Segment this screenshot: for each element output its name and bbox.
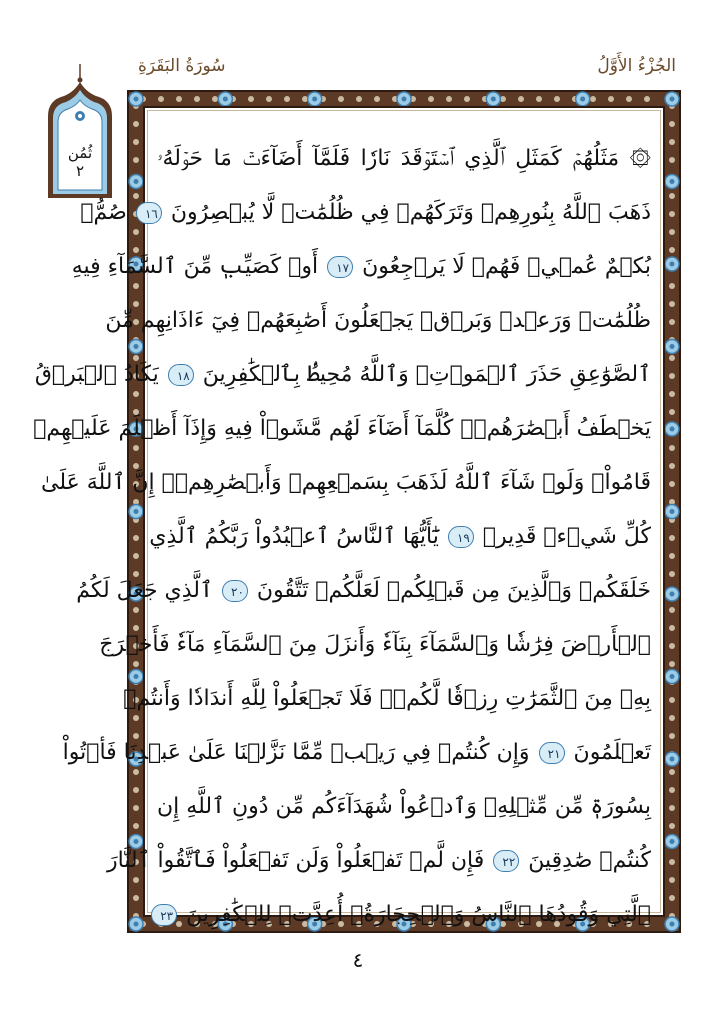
border-dot (669, 121, 675, 127)
verse-text: يَخۡطَفُ أَبۡصَٰرَهُمۡۖ كُلَّمَآ أَضَآءَ لَهُم مَّشَوۡاْ فِيهِ وَإِذَآ أَظۡلَمَ عَلَيۡهِمۡ (33, 416, 651, 441)
border-dot (669, 787, 675, 793)
border-dot (248, 96, 254, 102)
medallion-center (580, 97, 585, 102)
verse-line (80, 186, 651, 240)
border-dot (133, 895, 139, 901)
verse-text: ٱلَّذِي جَعَلَ لَكُمُ (76, 578, 213, 603)
border-dot (669, 139, 675, 145)
border-dot (669, 715, 675, 721)
verse-text: ٱلصَّوَٰعِقِ حَذَرَ ٱلۡمَوۡتِۚ وَٱللَّهُ مُحِيطُۢ بِٱلۡكَٰفِرِينَ (202, 362, 651, 387)
border-dot (669, 823, 675, 829)
border-dot (133, 535, 139, 541)
medallion-center (670, 922, 675, 927)
verse-text: وَإِن كُنتُمۡ فِي رَيۡبٖ مِّمَّا نَزَّلۡنَا عَلَىٰ عَبۡدِنَا فَأۡتُواْ (62, 740, 530, 765)
juz-title: الجُزْءُ الأَوَّلُ (597, 56, 676, 76)
verse-line (99, 618, 651, 672)
border-dot (669, 445, 675, 451)
verse-text: قَامُواْۚ وَلَوۡ شَآءَ ٱللَّهُ لَذَهَبَ بِسَمۡعِهِمۡ وَأَبۡصَٰرِهِمۡۚ إِنَّ ٱللَّهَ عَلَىٰ (40, 470, 651, 495)
verse-text: ذَهَبَ ٱللَّهُ بِنُورِهِمۡ وَتَرَكَهُمۡ فِي ظُلُمَٰتٖ لَّا يُبۡصِرُونَ (170, 200, 651, 225)
medallion-center (670, 592, 675, 597)
border-dot (669, 607, 675, 613)
border-dot (626, 96, 632, 102)
border-dot (133, 157, 139, 163)
ayah-number-marker: ٢٣ (151, 904, 177, 926)
border-dot (669, 193, 675, 199)
border-dot (133, 121, 139, 127)
verse-text: ظُلُمَٰتٞ وَرَعۡدٞ وَبَرۡقٞ يَجۡعَلُونَ أَصَٰبِعَهُمۡ فِيٓ ءَاذَانِهِم مِّنَ (105, 308, 651, 333)
border-dot (669, 877, 675, 883)
border-dot (338, 96, 344, 102)
border-dot (356, 96, 362, 102)
border-dot (669, 733, 675, 739)
border-dot (669, 283, 675, 289)
border-dot (669, 535, 675, 541)
border-dot (669, 805, 675, 811)
border-dot (669, 571, 675, 577)
medallion-center (491, 97, 496, 102)
medallion-center (670, 839, 675, 844)
medallion-center (670, 674, 675, 679)
verse-line (62, 726, 651, 780)
verse-line (33, 402, 651, 456)
border-dot (669, 769, 675, 775)
medallion-center (223, 97, 228, 102)
verse-line (34, 348, 651, 402)
ayah-number-marker: ٢٠ (222, 580, 248, 602)
border-dot (669, 463, 675, 469)
verse-text: تَعۡلَمُونَ (573, 740, 651, 765)
medallion-center (670, 262, 675, 267)
border-dot (428, 96, 434, 102)
medallion-center (402, 97, 407, 102)
medallion-center (670, 179, 675, 184)
verse-line (123, 672, 651, 726)
border-dot (669, 409, 675, 415)
hizb-label (44, 144, 116, 180)
border-dot (669, 247, 675, 253)
border-dot (133, 139, 139, 145)
surah-title: سُورَةُ البَقَرَةِ (138, 56, 226, 76)
hizb-marker (44, 64, 116, 199)
border-dot (669, 859, 675, 865)
medallion-center (670, 97, 675, 102)
border-dot (669, 625, 675, 631)
border-dot (669, 481, 675, 487)
verse-line (76, 564, 651, 618)
verse-text: كُنتُمۡ صَٰدِقِينَ (528, 848, 651, 873)
ayah-number-marker: ١٩ (448, 526, 474, 548)
verse-line (149, 510, 651, 564)
medallion-center (134, 922, 139, 927)
ayah-number-marker: ٢٢ (493, 850, 519, 872)
verse-text: خَلَقَكُمۡ وَٱلَّذِينَ مِن قَبۡلِكُمۡ لَعَلَّكُمۡ تَتَّقُونَ (256, 578, 651, 603)
verse-line (71, 240, 651, 294)
border-dot (212, 96, 218, 102)
verse-text: أَوۡ كَصَيِّبٖ مِّنَ ٱلسَّمَآءِ فِيهِ (71, 254, 319, 279)
page-number: ٤ (352, 948, 364, 972)
border-dot (669, 301, 675, 307)
verse-text: بُكۡمٌ عُمۡيٞ فَهُمۡ لَا يَرۡجِعُونَ (362, 254, 651, 279)
border-dot (133, 553, 139, 559)
medallion-center (670, 427, 675, 432)
verse-line (106, 834, 651, 888)
ayah-number-marker: ١٨ (168, 364, 194, 386)
verse-text: ٱلۡأَرۡضَ فِرَٰشٗا وَٱلسَّمَآءَ بِنَآءٗ وَأَنزَلَ مِنَ ٱلسَّمَآءِ مَآءٗ فَأَخۡرَجَ (99, 632, 651, 657)
verse-text: بِسُورَةٖ مِّن مِّثۡلِهِۦ وَٱدۡعُواْ شُهَدَآءَكُم مِّن دُونِ ٱللَّهِ إِن (157, 794, 651, 819)
border-dot (158, 96, 164, 102)
border-dot (464, 96, 470, 102)
ayah-number-marker: ٢١ (539, 742, 565, 764)
border-dot (446, 96, 452, 102)
medallion-center (134, 179, 139, 184)
border-dot (194, 96, 200, 102)
ayah-number-marker: ١٦ (136, 202, 162, 224)
verse-text: ٱلَّتِي وَقُودُهَا ٱلنَّاسُ وَٱلۡحِجَارَةُۖ أُعِدَّتۡ لِلۡكَٰفِرِينَ (186, 902, 651, 927)
border-dot (518, 96, 524, 102)
border-dot (669, 211, 675, 217)
border-dot (133, 787, 139, 793)
border-dot (669, 229, 675, 235)
medallion-center (312, 97, 317, 102)
border-dot (536, 96, 542, 102)
medallion-center (134, 97, 139, 102)
border-dot (176, 96, 182, 102)
verse-text: يَكَادُ ٱلۡبَرۡقُ (34, 362, 159, 387)
border-dot (669, 661, 675, 667)
hizb-number: ٢ (75, 162, 85, 180)
border-dot (669, 895, 675, 901)
border-dot (266, 96, 272, 102)
medallion-center (670, 509, 675, 514)
border-dot (669, 319, 675, 325)
verse-text: بِهِۦ مِنَ ٱلثَّمَرَٰتِ رِزۡقٗا لَّكُمۡۖ فَلَا تَجۡعَلُواْ لِلَّهِ أَندَادٗا وَأَنتُمۡ (123, 686, 651, 711)
border-dot (133, 805, 139, 811)
border-dot (669, 697, 675, 703)
medallion-center (670, 757, 675, 762)
border-dot (608, 96, 614, 102)
verse-line (105, 294, 651, 348)
border-dot (669, 373, 675, 379)
verse-text: كُلِّ شَيۡءٖ قَدِيرٞ (482, 524, 651, 549)
verse-line (40, 456, 651, 510)
border-dot (284, 96, 290, 102)
verse-text: صُمُّۢ (80, 200, 127, 225)
verse-line (157, 780, 651, 834)
verse-text: ۞ مَثَلُهُمۡ كَمَثَلِ ٱلَّذِي ٱسۡتَوۡقَدَ نَارٗا فَلَمَّآ أَضَآءَتۡ مَا حَوۡلَهُۥ (157, 146, 651, 171)
verse-line (157, 888, 651, 942)
border-dot (644, 96, 650, 102)
verse-text: فَإِن لَّمۡ تَفۡعَلُواْ وَلَن تَفۡعَلُواْ فَٱتَّقُواْ ٱلنَّارَ (106, 848, 485, 873)
border-dot (669, 553, 675, 559)
verse-text: يَٰٓأَيُّهَا ٱلنَّاسُ ٱعۡبُدُواْ رَبَّكُمُ ٱلَّذِي (149, 524, 439, 549)
border-dot (669, 643, 675, 649)
border-dot (669, 355, 675, 361)
ayah-number-marker: ١٧ (327, 256, 353, 278)
medallion-center (670, 344, 675, 349)
border-dot (669, 157, 675, 163)
border-dot (554, 96, 560, 102)
border-dot (590, 96, 596, 102)
hizb-fraction: ثُمُن (67, 144, 93, 162)
verse-line (157, 132, 651, 186)
border-dot (133, 823, 139, 829)
border-dot (669, 391, 675, 397)
border-dot (374, 96, 380, 102)
